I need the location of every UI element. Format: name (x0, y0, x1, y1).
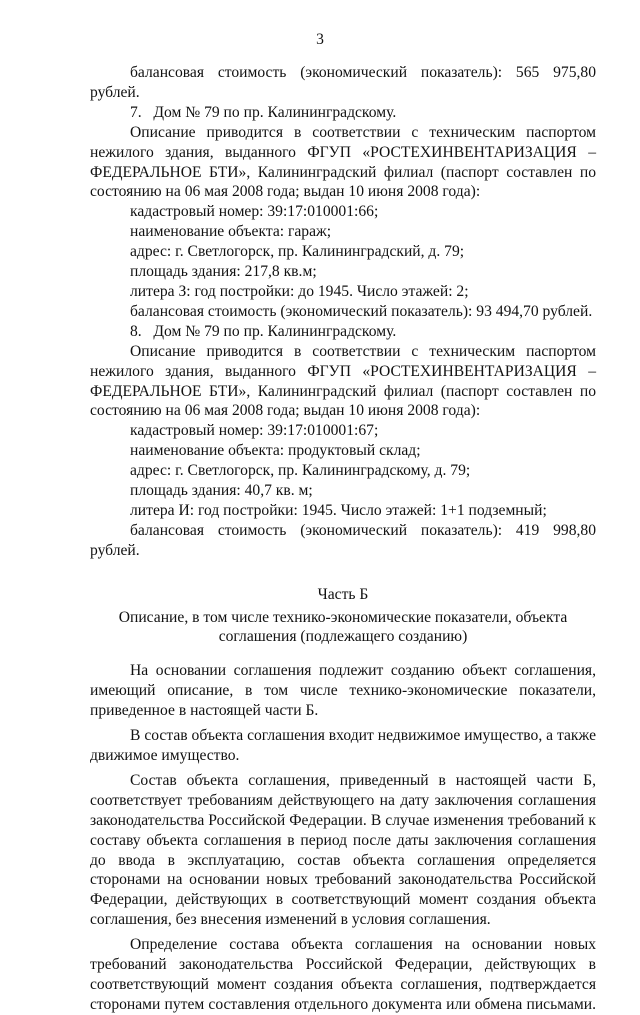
item-7-name: наименование объекта: гараж; (130, 223, 332, 241)
paragraph-basis: На основании соглашения подлежит созданию объект соглашения, имеющий описание, в том числе технико-экономические показатели, приведенное в настоящей части Б. (90, 662, 596, 720)
line-balance-value-6: балансовая стоимость (экономический показатель): 565 975,80 рублей. (90, 64, 596, 101)
item-7-address: адрес: г. Светлогорск, пр. Калининградский, д. 79; (130, 243, 465, 261)
document-body (90, 63, 596, 1015)
item-8-area: площадь здания: 40,7 кв. м; (130, 482, 313, 500)
page-number: 3 (316, 31, 324, 48)
item-8-address: адрес: г. Светлогорск, пр. Калининградскому, д. 79; (130, 462, 471, 480)
item-8-cadastral: кадастровый номер: 39:17:010001:67; (130, 422, 379, 440)
item-8-heading: 8. Дом № 79 по пр. Калининградскому. (130, 322, 397, 340)
item-7-area: площадь здания: 217,8 кв.м; (130, 263, 317, 281)
item-7-litera: литера З: год постройки: до 1945. Число этажей: 2; (130, 282, 469, 300)
item-7-description: Описание приводится в соответствии с техническим паспортом нежилого здания, выданного ФГУП «РОСТЕХИНВЕНТАРИЗАЦИЯ – ФЕДЕРАЛЬНОЕ БТИ», Калининградский филиал (паспорт составлен по состоянию на 06 мая 2008 года; выдан 10 июня 2008 года): (90, 123, 596, 201)
paragraph-composition: В состав объекта соглашения входит недвижимое имущество, а также движимое имущество. (90, 727, 596, 764)
part-b-subtitle: Описание, в том числе технико-экономические показатели, объекта соглашения (подлежащего созданию) (118, 608, 568, 646)
item-7-cadastral: кадастровый номер: 39:17:010001:66; (130, 203, 379, 221)
part-b-title: Часть Б (317, 585, 369, 603)
item-7-heading: 7. Дом № 79 по пр. Калининградскому. (130, 103, 397, 121)
item-8-name: наименование объекта: продуктовый склад; (130, 442, 421, 460)
item-8-balance: балансовая стоимость (экономический показатель): 419 998,80 рублей. (90, 521, 596, 559)
paragraph-definition: Определение состава объекта соглашения на основании новых требований законодательства Российской Федерации, действующих в соответствующий момент создания объекта соглашения, подтверждается сторонами путем составления отдельного документа или обмена письмами. (90, 936, 596, 1013)
item-7-balance: балансовая стоимость (экономический показатель): 93 494,70 рублей. (130, 302, 593, 320)
paragraph-requirements: Состав объекта соглашения, приведенный в настоящей части Б, соответствует требованиям действующего на дату заключения соглашения законодательства Российской Федерации. В случае изменения требований к составу объекта соглашения в период после даты заключения соглашения до ввода в эксплуатацию, состав объекта соглашения определяется сторонами на основании новых требований законодательства Российской Федерации, действующих в соответствующий момент создания объекта соглашения, без внесения изменений в условия соглашения. (90, 771, 596, 929)
item-8-description: Описание приводится в соответствии с техническим паспортом нежилого здания, выданного ФГУП «РОСТЕХИНВЕНТАРИЗАЦИЯ – ФЕДЕРАЛЬНОЕ БТИ», Калининградский филиал (паспорт составлен по состоянию на 06 мая 2008 года; выдан 10 июня 2008 года): (90, 342, 596, 420)
item-8-litera: литера И: год постройки: 1945. Число этажей: 1+1 подземный; (130, 501, 547, 519)
